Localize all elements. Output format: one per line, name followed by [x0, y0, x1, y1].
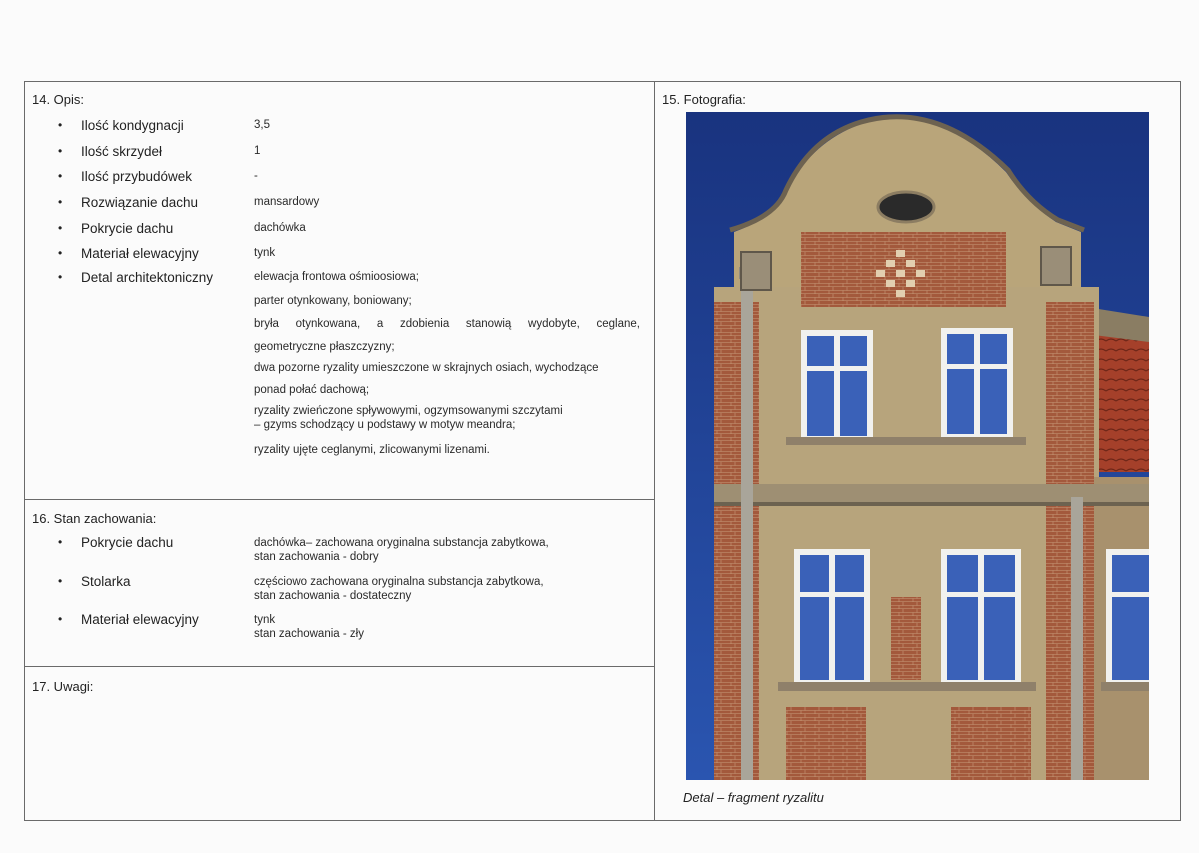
- item-value: -: [254, 170, 258, 182]
- detal-line: ponad połać dachową;: [254, 384, 370, 396]
- item-value: dachówka: [254, 222, 306, 234]
- section-title-stan: 16. Stan zachowania:: [32, 511, 157, 526]
- section-title-opis: 14. Opis:: [32, 92, 85, 107]
- value-line: tynk: [254, 614, 276, 626]
- value-line: dachówka– zachowana oryginalna substancja zabytkowa,: [254, 537, 549, 549]
- detal-line: parter otynkowany, boniowany;: [254, 295, 412, 307]
- bullet: •: [58, 270, 63, 284]
- bullet: •: [58, 195, 63, 209]
- item-label: Materiał elewacyjny: [81, 612, 199, 627]
- detal-line: – gzyms schodzący u podstawy w motyw meandra;: [254, 419, 516, 431]
- item-value: mansardowy: [254, 196, 320, 208]
- item-label: Detal architektoniczny: [81, 270, 214, 285]
- item-value: [254, 613, 364, 641]
- item-label: Materiał elewacyjny: [81, 246, 199, 261]
- item-value: elewacja frontowa ośmioosiowa;: [254, 271, 419, 283]
- bullet: •: [58, 535, 63, 549]
- section-title-uwagi: 17. Uwagi:: [32, 679, 94, 694]
- section-divider: [24, 666, 655, 667]
- item-value: tynk: [254, 247, 276, 259]
- detal-line: bryła otynkowana, a zdobienia stanowią wydobyte, ceglane,: [254, 318, 640, 330]
- value-line: stan zachowania - dostateczny: [254, 590, 412, 602]
- bullet: •: [58, 574, 63, 588]
- item-value: 1: [254, 145, 261, 157]
- bullet: •: [58, 118, 63, 132]
- value-line: stan zachowania - zły: [254, 628, 364, 640]
- bullet: •: [58, 144, 63, 158]
- item-label: Stolarka: [81, 574, 131, 589]
- detal-line: ryzality zwieńczone spływowymi, ogzymsowanymi szczytami: [254, 405, 563, 417]
- detal-line: ryzality ujęte ceglanymi, zlicowanymi lizenami.: [254, 444, 490, 456]
- item-value: [254, 575, 544, 603]
- value-line: częściowo zachowana oryginalna substancja zabytkowa,: [254, 576, 544, 588]
- item-label: Ilość skrzydeł: [81, 144, 163, 159]
- item-label: Ilość kondygnacji: [81, 118, 184, 133]
- value-line: stan zachowania - dobry: [254, 551, 379, 563]
- item-label: Pokrycie dachu: [81, 535, 174, 550]
- section-divider: [24, 499, 655, 500]
- detal-line: geometryczne płaszczyzny;: [254, 341, 395, 353]
- item-label: Pokrycie dachu: [81, 221, 174, 236]
- item-value: 3,5: [254, 119, 270, 131]
- bullet: •: [58, 169, 63, 183]
- item-value: [254, 536, 549, 564]
- building-photo: [686, 112, 1149, 780]
- column-divider: [654, 81, 655, 821]
- item-label: Ilość przybudówek: [81, 169, 193, 184]
- section-title-fotografia: 15. Fotografia:: [662, 92, 746, 107]
- photo-caption: Detal – fragment ryzalitu: [683, 790, 824, 805]
- detal-line: dwa pozorne ryzality umieszczone w skrajnych osiach, wychodzące: [254, 362, 599, 374]
- bullet: •: [58, 612, 63, 626]
- bullet: •: [58, 246, 63, 260]
- bullet: •: [58, 221, 63, 235]
- item-label: Rozwiązanie dachu: [81, 195, 199, 210]
